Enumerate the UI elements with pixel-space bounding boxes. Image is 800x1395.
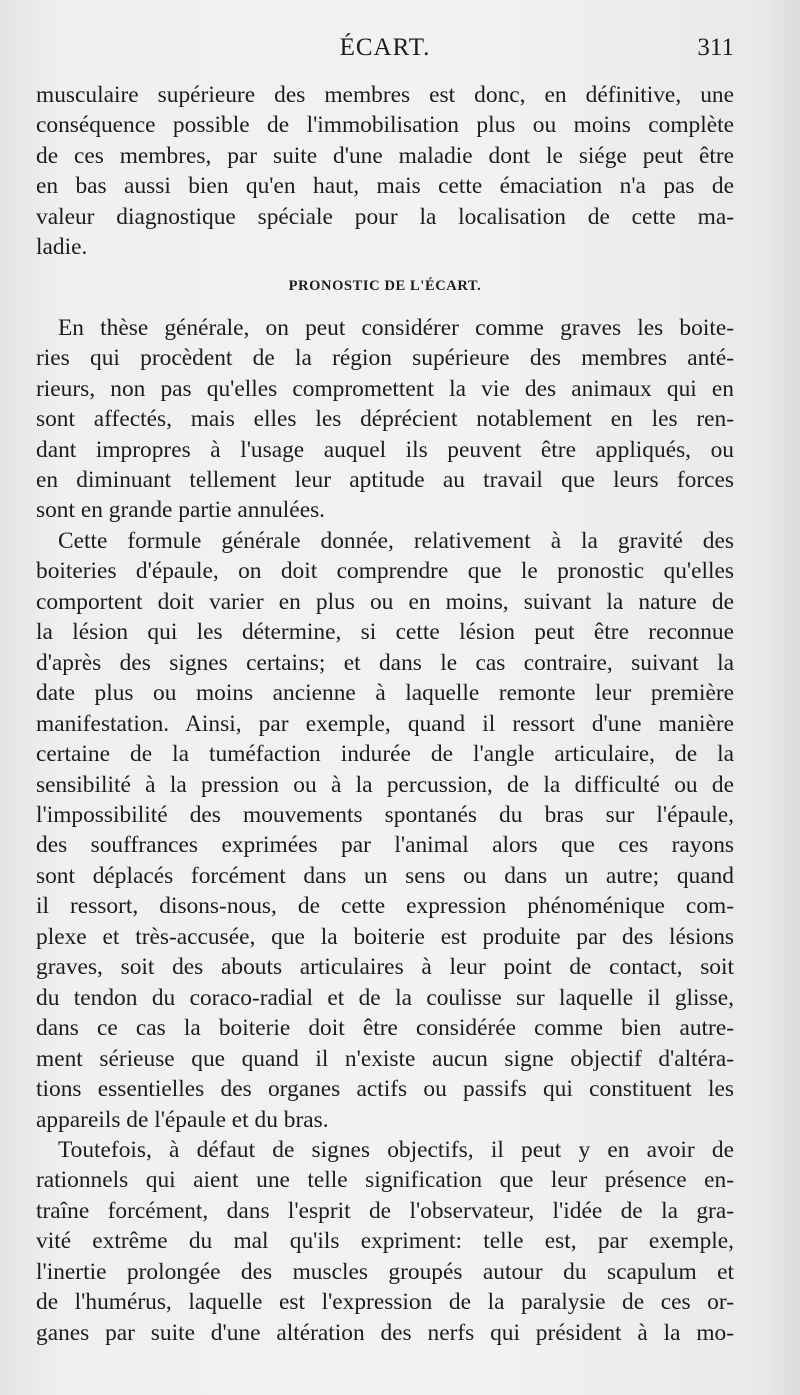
text-line: graves, soit des abouts articulaires à leur point de contact, soit xyxy=(36,954,734,981)
text-line: rieurs, non pas qu'elles compromettent la vie des animaux qui en xyxy=(36,375,734,402)
text-line: il ressort, disons-nous, de cette expression phénoménique com- xyxy=(36,893,734,920)
text-line: en bas aussi bien qu'en haut, mais cette émaciation n'a pas de xyxy=(36,173,734,200)
text-line: sensibilité à la pression ou à la percussion, de la difficulté ou de xyxy=(36,771,734,798)
running-head xyxy=(36,34,734,66)
text-line: manifestation. Ainsi, par exemple, quand il ressort d'une manière xyxy=(36,710,734,737)
section-heading: PRONOSTIC DE L'ÉCART. xyxy=(288,277,482,294)
text-line: valeur diagnostique spéciale pour la localisation de cette ma- xyxy=(36,203,734,230)
text-line: comportent doit varier en plus ou en moins, suivant la nature de xyxy=(36,588,734,615)
text-line: sont déplacés forcément dans un sens ou dans un autre; quand xyxy=(36,862,734,889)
text-line: Cette formule générale donnée, relativement à la gravité des xyxy=(58,527,734,554)
text-line: certaine de la tuméfaction indurée de l'angle articulaire, de la xyxy=(36,741,734,768)
text-line: ment sérieuse que quand il n'existe aucun signe objectif d'altéra- xyxy=(36,1045,734,1072)
text-line: des souffrances exprimées par l'animal alors que ces rayons xyxy=(36,832,734,859)
text-line: ladie. xyxy=(36,234,88,261)
running-title: ÉCART. xyxy=(339,34,431,61)
text-line: sont affectés, mais elles les déprécient notablement en les ren- xyxy=(36,406,734,433)
text-line: conséquence possible de l'immobilisation plus ou moins complète xyxy=(36,112,734,139)
text-line: d'après des signes certains; et dans le cas contraire, suivant la xyxy=(36,649,734,676)
page-number: 311 xyxy=(697,34,734,61)
paragraph xyxy=(36,80,734,263)
text-line: dans ce cas la boiterie doit être considérée comme bien autre- xyxy=(36,1015,734,1042)
paragraph xyxy=(36,526,734,1135)
text-line: vité extrême du mal qu'ils expriment: telle est, par exemple, xyxy=(36,1228,734,1255)
text-line: tions essentielles des organes actifs ou passifs qui constituent les xyxy=(36,1076,734,1103)
text-line: de ces membres, par suite d'une maladie dont le siége peut être xyxy=(36,142,734,169)
text-line: du tendon du coraco-radial et de la coulisse sur laquelle il glisse, xyxy=(36,984,734,1011)
text-line: boiteries d'épaule, on doit comprendre que le pronostic qu'elles xyxy=(36,558,734,585)
text-line: la lésion qui les détermine, si cette lésion peut être reconnue xyxy=(36,619,734,646)
text-line: rationnels qui aient une telle signification que leur présence en- xyxy=(36,1167,734,1194)
text-line: plexe et très-accusée, que la boiterie est produite par des lésions xyxy=(36,923,734,950)
text-line: dant impropres à l'usage auquel ils peuvent être appliqués, ou xyxy=(36,436,734,463)
text-line: en diminuant tellement leur aptitude au travail que leurs forces xyxy=(36,466,734,493)
text-line: traîne forcément, dans l'esprit de l'observateur, l'idée de la gra- xyxy=(36,1197,734,1224)
text-line: appareils de l'épaule et du bras. xyxy=(36,1106,329,1133)
text-line: date plus ou moins ancienne à laquelle remonte leur première xyxy=(36,680,734,707)
text-line: ries qui procèdent de la région supérieure des membres anté- xyxy=(36,345,734,372)
paragraph xyxy=(36,313,734,526)
text-line: l'impossibilité des mouvements spontanés du bras sur l'épaule, xyxy=(36,801,734,828)
text-line: Toutefois, à défaut de signes objectifs, il peut y en avoir de xyxy=(58,1136,734,1163)
text-line: l'inertie prolongée des muscles groupés autour du scapulum et xyxy=(36,1258,734,1285)
text-line: En thèse générale, on peut considérer comme graves les boite- xyxy=(58,314,734,341)
text-line: de l'humérus, laquelle est l'expression de la paralysie de ces or- xyxy=(36,1289,734,1316)
paragraph xyxy=(36,1135,734,1348)
body-text xyxy=(36,80,734,1348)
text-line: ganes par suite d'une altération des nerfs qui président à la mo- xyxy=(36,1319,734,1346)
text-line: musculaire supérieure des membres est donc, en définitive, une xyxy=(36,82,734,108)
text-line: sont en grande partie annulées. xyxy=(36,497,326,524)
